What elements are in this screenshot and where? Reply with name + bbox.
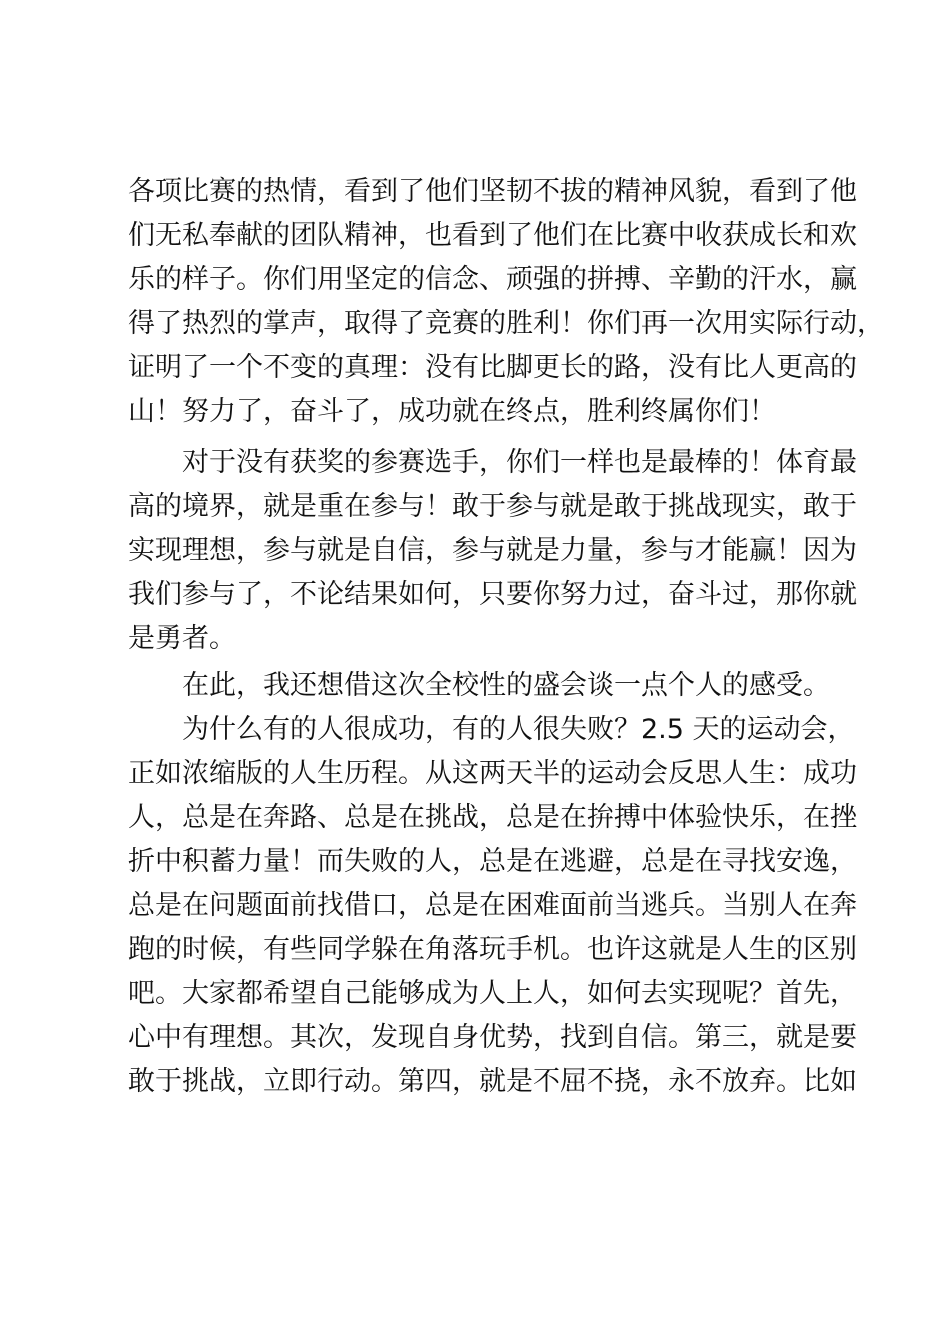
text-line: 乐的样子。你们用坚定的信念、顽强的拼搏、辛勤的汗水，赢 xyxy=(128,264,857,295)
text-line: 人，总是在奔路、总是在挑战，总是在拚搏中体验快乐，在挫 xyxy=(128,802,857,833)
text-line: 证明了一个不变的真理：没有比脚更长的路，没有比人更高的 xyxy=(128,352,857,383)
text-line: 各项比赛的热情，看到了他们坚韧不拔的精神风貌，看到了他 xyxy=(128,176,857,207)
paragraph-first-line: 对于没有获奖的参赛选手，你们一样也是最棒的！体育最 xyxy=(182,447,857,478)
text-line: 折中积蓄力量！而失败的人，总是在逃避，总是在寻找安逸， xyxy=(128,846,857,877)
text-line: 我们参与了，不论结果如何，只要你努力过，奋斗过，那你就 xyxy=(128,579,857,610)
text-line: 跑的时候，有些同学躲在角落玩手机。也许这就是人生的区别 xyxy=(128,934,857,965)
paragraph-first-line: 在此，我还想借这次全校性的盛会谈一点个人的感受。 xyxy=(182,670,830,701)
text-line: 实现理想，参与就是自信，参与就是力量，参与才能赢！因为 xyxy=(128,535,857,566)
text-line: 们无私奉献的团队精神，也看到了他们在比赛中收获成长和欢 xyxy=(128,220,857,251)
text-line: 吧。大家都希望自己能够成为人上人，如何去实现呢？首先， xyxy=(128,978,857,1009)
text-line: 得了热烈的掌声，取得了竞赛的胜利！你们再一次用实际行动， xyxy=(128,308,884,339)
text-line: 山！努力了，奋斗了，成功就在终点，胜利终属你们！ xyxy=(128,396,776,427)
text-line: 是勇者。 xyxy=(128,623,236,654)
text-line: 总是在问题面前找借口，总是在困难面前当逃兵。当别人在奔 xyxy=(128,890,857,921)
paragraph-first-line: 为什么有的人很成功，有的人很失败？2.5 天的运动会， xyxy=(182,714,855,745)
text-line: 高的境界，就是重在参与！敢于参与就是敢于挑战现实，敢于 xyxy=(128,491,857,522)
text-line: 敢于挑战，立即行动。第四，就是不屈不挠，永不放弃。比如 xyxy=(128,1066,857,1097)
text-line: 正如浓缩版的人生历程。从这两天半的运动会反思人生：成功 xyxy=(128,758,857,789)
text-line: 心中有理想。其次，发现自身优势，找到自信。第三，就是要 xyxy=(128,1022,857,1053)
